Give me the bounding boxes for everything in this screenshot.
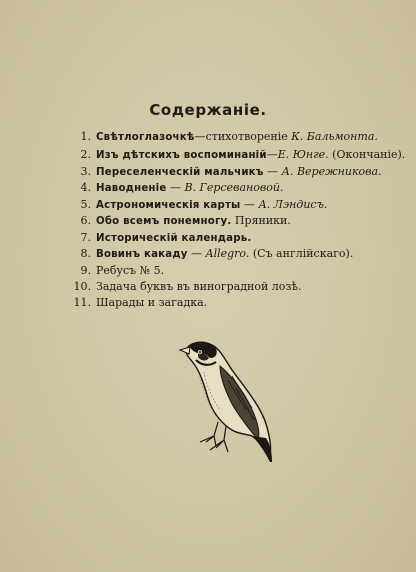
entry-dash: —	[187, 247, 206, 260]
entry-title: Задача буквъ въ виноградной лозѣ.	[96, 280, 302, 293]
entry-text	[96, 279, 302, 295]
entry-title: Обо всемъ понемногу.	[96, 216, 232, 227]
toc-entry	[0, 295, 416, 311]
entry-text	[96, 147, 405, 164]
entry-author: Allegro.	[205, 247, 250, 260]
entry-number: 10.	[73, 280, 91, 293]
toc-entry	[0, 230, 416, 246]
entry-dash: —	[166, 181, 185, 194]
entry-text	[96, 180, 284, 197]
entry-number: 7.	[80, 231, 91, 244]
entry-number: 4.	[80, 181, 91, 194]
entry-dash: —	[266, 148, 278, 161]
entry-dash: —	[240, 198, 259, 211]
entry-dash: —	[263, 165, 282, 178]
entry-author: А. Вережникова.	[281, 165, 382, 178]
entry-note: —стихотвореніе	[194, 130, 292, 143]
entry-title: Вовинъ какаду	[96, 249, 188, 260]
toc-entry	[0, 279, 416, 295]
entry-author: Е. Юнге.	[277, 148, 329, 161]
entry-title: Историческій календарь.	[96, 233, 252, 244]
entry-title: Шарады и загадка.	[96, 296, 208, 309]
entry-title: Свѣтлоглазочкѣ	[96, 132, 195, 143]
entry-title: Изъ дѣтскихъ воспоминаній	[96, 150, 267, 161]
entry-note: (Окончаніе).	[328, 148, 406, 161]
entry-title: Наводненіе	[96, 183, 167, 194]
bird-illustration	[176, 336, 276, 466]
entry-number: 11.	[73, 296, 91, 309]
entry-title: Астрономическія карты	[96, 200, 241, 211]
entry-author: В. Герсевановой.	[184, 181, 284, 194]
entry-note: Пряники.	[231, 214, 291, 227]
page-title: Содержаніе.	[149, 101, 267, 119]
entry-text	[96, 164, 382, 181]
entry-number: 3.	[80, 165, 91, 178]
entry-text	[96, 246, 353, 263]
entry-author: А. Лэндисъ.	[258, 198, 328, 211]
entry-number: 2.	[80, 148, 91, 161]
entry-number: 1.	[80, 130, 91, 143]
entry-text	[96, 295, 207, 311]
toc-entry	[0, 164, 416, 180]
toc-entry	[0, 197, 416, 213]
entry-title: Ребусъ № 5.	[96, 264, 165, 277]
entry-text	[96, 197, 327, 214]
entry-number: 8.	[80, 247, 91, 260]
entry-title: Переселенческій мальчикъ	[96, 167, 264, 178]
toc-entry	[0, 180, 416, 196]
toc-entry	[0, 263, 416, 279]
toc-entry	[0, 129, 416, 145]
entry-text	[96, 129, 378, 146]
entry-number: 5.	[80, 198, 91, 211]
toc-entry	[0, 213, 416, 229]
entry-author: К. Бальмонта.	[291, 130, 378, 143]
entry-text	[96, 213, 291, 230]
entry-text	[96, 230, 251, 247]
entry-note: (Съ англійскаго).	[249, 247, 354, 260]
entry-number: 6.	[80, 214, 91, 227]
entry-number: 9.	[80, 264, 91, 277]
toc-entry	[0, 147, 416, 163]
entry-text	[96, 263, 164, 279]
toc-entry	[0, 246, 416, 262]
